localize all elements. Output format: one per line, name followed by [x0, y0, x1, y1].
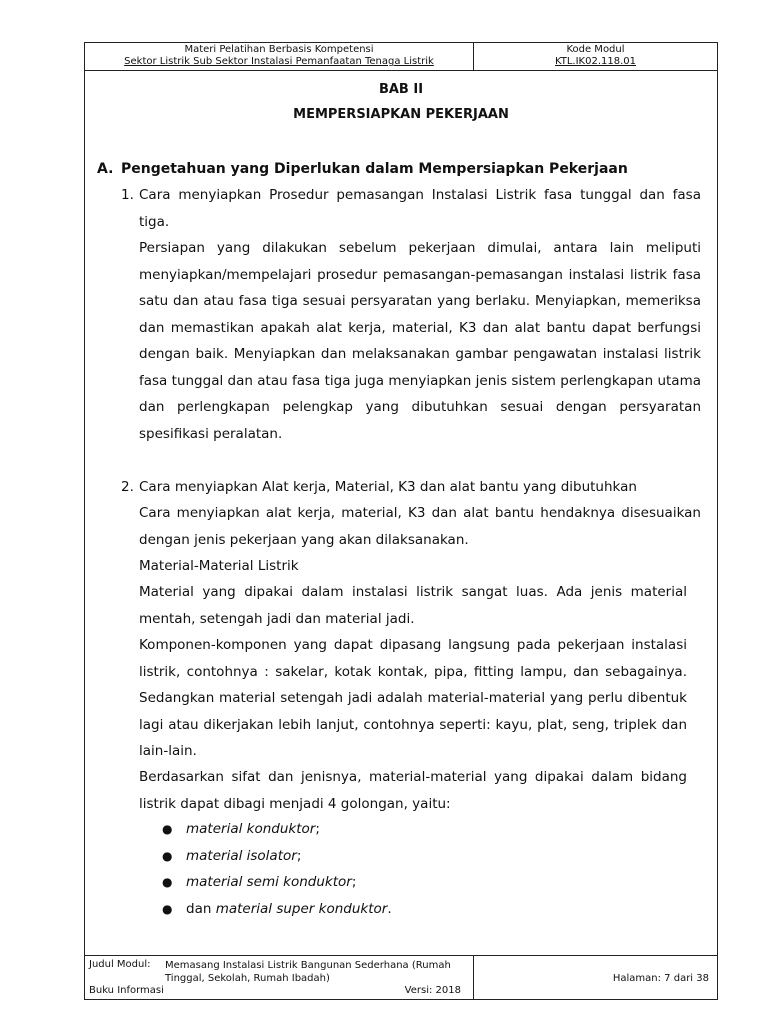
bullet-punct: ; [296, 847, 302, 864]
module-label: Judul Modul: [89, 959, 151, 970]
item1-heading: Cara menyiapkan Prosedur pemasangan Instalasi Listrik fasa tunggal dan fasa tiga. [139, 187, 701, 230]
module-code-label: Kode Modul [566, 44, 625, 55]
item2-heading: Cara menyiapkan Alat kerja, Material, K3 dan alat bantu yang dibutuhkan [139, 479, 637, 495]
page-footer [85, 955, 717, 1000]
header-title-cell [85, 43, 474, 71]
list-item [160, 896, 392, 923]
chapter-title: MEMPERSIAPKAN PEKERJAAN [293, 107, 509, 122]
list-item [160, 869, 392, 896]
item2-paragraph2: Material yang dipakai dalam instalasi listrik sangat luas. Ada jenis material mentah, setengah jadi dan material jadi. [139, 584, 687, 627]
list-item [160, 816, 392, 843]
page-frame [84, 42, 718, 1000]
bullet-prefix: dan [186, 901, 216, 918]
section-letter: A. [97, 161, 114, 177]
header-title-line1: Materi Pelatihan Berbasis Kompetensi [184, 44, 374, 55]
item2-paragraph3: Komponen-komponen yang dapat dipasang langsung pada pekerjaan instalasi listrik, contohnya : sakelar, kotak kontak, pipa, fitting lampu, dan sebagainya. Sedangkan material setengah jadi adalah material-material yang perlu dibentuk lagi atau dikerjakan lebih lanjut, contohnya seperti: kayu, plat, seng, triplek dan lain-lain. [139, 637, 687, 759]
module-title: Memasang Instalasi Listrik Bangunan Sederhana (Rumah Tinggal, Sekolah, Rumah Ibadah) [165, 960, 451, 984]
bullet-punct: . [387, 901, 392, 918]
chapter-number: BAB II [378, 82, 424, 97]
item2-paragraph4: Berdasarkan sifat dan jenisnya, material-material yang dipakai dalam bidang listrik dapat dibagi menjadi 4 golongan, yaitu: [139, 769, 687, 812]
bullet-dot: ● [162, 822, 173, 836]
item2-subheading: Material-Material Listrik [139, 558, 299, 574]
bullet-dot: ● [162, 902, 173, 917]
bullet-text: material semi konduktor [186, 874, 352, 891]
footer-module-cell [85, 956, 474, 1000]
bullet-text: material isolator [186, 847, 297, 864]
bullet-punct: ; [351, 874, 357, 891]
list-item [160, 843, 392, 870]
header-code-cell [474, 43, 717, 71]
page-header [85, 43, 717, 71]
version: Versi: 2018 [404, 985, 461, 996]
module-code-value: KTL.IK02.118.01 [554, 56, 637, 67]
section-heading [97, 161, 628, 177]
book-type: Buku Informasi [89, 985, 164, 996]
section-title: Pengetahuan yang Diperlukan dalam Mempersiapkan Pekerjaan [121, 161, 628, 177]
page-number: Halaman: 7 dari 38 [612, 973, 709, 984]
item1-paragraph: Persiapan yang dilakukan sebelum pekerjaan dimulai, antara lain meliputi menyiapkan/mempelajari prosedur pemasangan-pemasangan instalasi listrik fasa satu dan atau fasa tiga sesuai persyaratan yang berlaku. Menyiapkan, memeriksa dan memastikan apakah alat kerja, material, K3 dan alat bantu dapat berfungsi dengan baik. Menyiapkan dan melaksanakan gambar pengawatan instalasi listrik fasa tunggal dan atau fasa tiga juga menyiapkan jenis sistem perlengkapan utama dan perlengkapan pelengkap yang dibutuhkan sesuai dengan persyaratan spesifikasi peralatan. [139, 240, 701, 442]
item1-number: 1. [121, 187, 134, 203]
item2-number: 2. [121, 479, 134, 495]
bullet-punct: ; [315, 821, 320, 837]
material-list [160, 816, 392, 923]
bullet-dot: ● [162, 848, 173, 863]
item2-paragraph1: Cara menyiapkan alat kerja, material, K3 dan alat bantu hendaknya disesuaikan dengan jenis pekerjaan yang akan dilaksanakan. [139, 505, 701, 548]
header-title-line2: Sektor Listrik Sub Sektor Instalasi Pemanfaatan Tenaga Listrik [124, 56, 434, 67]
bullet-dot: ● [162, 875, 173, 890]
footer-page-cell [474, 956, 717, 1000]
bullet-text: material konduktor [186, 821, 316, 837]
bullet-text: material super konduktor [215, 901, 388, 918]
